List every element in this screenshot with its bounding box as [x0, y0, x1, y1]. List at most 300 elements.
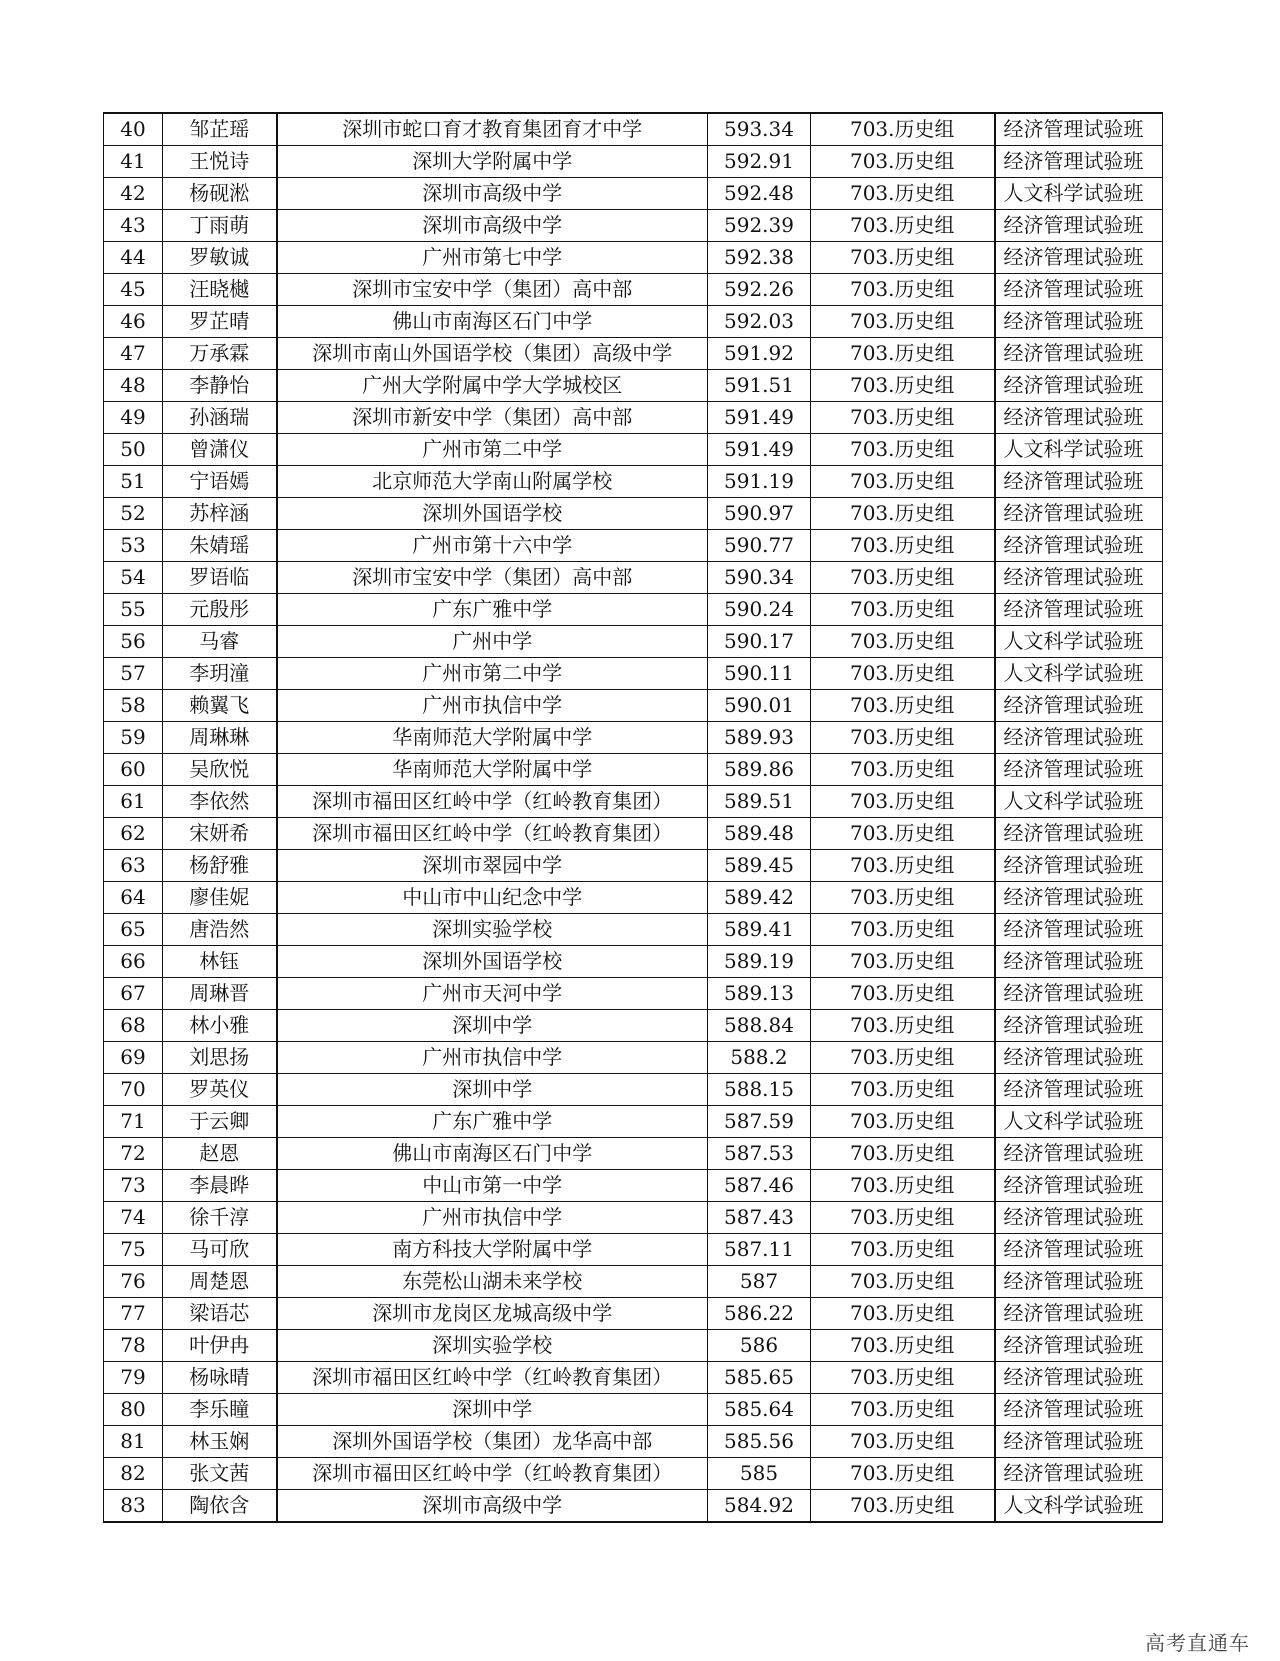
subject-group-cell: 703.历史组 [811, 1042, 995, 1074]
score-cell: 587 [708, 1266, 811, 1298]
subject-group-cell: 703.历史组 [811, 434, 995, 466]
score-cell: 590.17 [708, 626, 811, 658]
school-cell: 深圳市翠园中学 [277, 850, 708, 882]
subject-group-cell: 703.历史组 [811, 498, 995, 530]
program-cell: 经济管理试验班 [995, 1010, 1163, 1042]
program-cell: 经济管理试验班 [995, 1458, 1163, 1490]
student-name-cell: 罗语临 [163, 562, 277, 594]
school-cell: 广州市执信中学 [277, 1202, 708, 1234]
score-cell: 589.86 [708, 754, 811, 786]
subject-group-cell: 703.历史组 [811, 562, 995, 594]
program-cell: 经济管理试验班 [995, 146, 1163, 178]
score-cell: 592.26 [708, 274, 811, 306]
rank-cell: 46 [104, 306, 163, 338]
table-row [104, 434, 1163, 466]
program-cell: 人文科学试验班 [995, 658, 1163, 690]
score-cell: 589.51 [708, 786, 811, 818]
table-row [104, 1426, 1163, 1458]
student-name-cell: 万承霖 [163, 338, 277, 370]
program-cell: 经济管理试验班 [995, 562, 1163, 594]
student-name-cell: 赵恩 [163, 1138, 277, 1170]
school-cell: 深圳市高级中学 [277, 210, 708, 242]
program-cell: 经济管理试验班 [995, 946, 1163, 978]
program-cell: 经济管理试验班 [995, 530, 1163, 562]
subject-group-cell: 703.历史组 [811, 978, 995, 1010]
student-name-cell: 廖佳妮 [163, 882, 277, 914]
score-cell: 589.93 [708, 722, 811, 754]
score-cell: 591.49 [708, 402, 811, 434]
school-cell: 华南师范大学附属中学 [277, 722, 708, 754]
student-name-cell: 周楚恩 [163, 1266, 277, 1298]
rank-cell: 51 [104, 466, 163, 498]
score-cell: 592.91 [708, 146, 811, 178]
student-name-cell: 马可欣 [163, 1234, 277, 1266]
subject-group-cell: 703.历史组 [811, 1426, 995, 1458]
school-cell: 深圳市蛇口育才教育集团育才中学 [277, 113, 708, 146]
subject-group-cell: 703.历史组 [811, 914, 995, 946]
school-cell: 广州大学附属中学大学城校区 [277, 370, 708, 402]
program-cell: 经济管理试验班 [995, 1202, 1163, 1234]
student-name-cell: 汪晓樾 [163, 274, 277, 306]
table-row [104, 562, 1163, 594]
school-cell: 广州市第十六中学 [277, 530, 708, 562]
subject-group-cell: 703.历史组 [811, 1394, 995, 1426]
score-cell: 587.53 [708, 1138, 811, 1170]
subject-group-cell: 703.历史组 [811, 1458, 995, 1490]
school-cell: 深圳外国语学校（集团）龙华高中部 [277, 1426, 708, 1458]
rank-cell: 71 [104, 1106, 163, 1138]
school-cell: 广州市第二中学 [277, 434, 708, 466]
program-cell: 经济管理试验班 [995, 498, 1163, 530]
score-cell: 585.56 [708, 1426, 811, 1458]
subject-group-cell: 703.历史组 [811, 946, 995, 978]
program-cell: 经济管理试验班 [995, 1362, 1163, 1394]
rank-cell: 72 [104, 1138, 163, 1170]
subject-group-cell: 703.历史组 [811, 306, 995, 338]
school-cell: 深圳中学 [277, 1074, 708, 1106]
program-cell: 经济管理试验班 [995, 1330, 1163, 1362]
student-name-cell: 李静怡 [163, 370, 277, 402]
student-name-cell: 罗英仪 [163, 1074, 277, 1106]
student-name-cell: 罗芷晴 [163, 306, 277, 338]
rank-cell: 42 [104, 178, 163, 210]
score-cell: 592.03 [708, 306, 811, 338]
score-cell: 588.2 [708, 1042, 811, 1074]
subject-group-cell: 703.历史组 [811, 338, 995, 370]
table-row [104, 146, 1163, 178]
rank-cell: 47 [104, 338, 163, 370]
table-row [104, 1266, 1163, 1298]
student-name-cell: 于云卿 [163, 1106, 277, 1138]
subject-group-cell: 703.历史组 [811, 882, 995, 914]
rank-cell: 61 [104, 786, 163, 818]
table-row [104, 466, 1163, 498]
score-cell: 590.11 [708, 658, 811, 690]
score-cell: 593.34 [708, 113, 811, 146]
student-name-cell: 唐浩然 [163, 914, 277, 946]
score-cell: 591.19 [708, 466, 811, 498]
subject-group-cell: 703.历史组 [811, 754, 995, 786]
subject-group-cell: 703.历史组 [811, 1234, 995, 1266]
student-name-cell: 李晨晔 [163, 1170, 277, 1202]
table-row [104, 530, 1163, 562]
school-cell: 广州市第二中学 [277, 658, 708, 690]
subject-group-cell: 703.历史组 [811, 1266, 995, 1298]
student-name-cell: 孙涵瑞 [163, 402, 277, 434]
subject-group-cell: 703.历史组 [811, 1138, 995, 1170]
school-cell: 深圳市福田区红岭中学（红岭教育集团） [277, 818, 708, 850]
rank-cell: 60 [104, 754, 163, 786]
rank-cell: 81 [104, 1426, 163, 1458]
school-cell: 广州市天河中学 [277, 978, 708, 1010]
school-cell: 中山市中山纪念中学 [277, 882, 708, 914]
subject-group-cell: 703.历史组 [811, 1362, 995, 1394]
rank-cell: 80 [104, 1394, 163, 1426]
subject-group-cell: 703.历史组 [811, 1106, 995, 1138]
student-name-cell: 徐千淳 [163, 1202, 277, 1234]
school-cell: 深圳市福田区红岭中学（红岭教育集团） [277, 1458, 708, 1490]
program-cell: 经济管理试验班 [995, 690, 1163, 722]
score-cell: 589.19 [708, 946, 811, 978]
rank-cell: 45 [104, 274, 163, 306]
table-row [104, 1202, 1163, 1234]
rank-cell: 53 [104, 530, 163, 562]
rank-cell: 57 [104, 658, 163, 690]
school-cell: 华南师范大学附属中学 [277, 754, 708, 786]
subject-group-cell: 703.历史组 [811, 466, 995, 498]
school-cell: 深圳市福田区红岭中学（红岭教育集团） [277, 1362, 708, 1394]
score-cell: 587.43 [708, 1202, 811, 1234]
score-cell: 586.22 [708, 1298, 811, 1330]
school-cell: 南方科技大学附属中学 [277, 1234, 708, 1266]
school-cell: 深圳市宝安中学（集团）高中部 [277, 274, 708, 306]
program-cell: 人文科学试验班 [995, 626, 1163, 658]
rank-cell: 43 [104, 210, 163, 242]
score-cell: 588.15 [708, 1074, 811, 1106]
student-name-cell: 李玥潼 [163, 658, 277, 690]
rank-cell: 52 [104, 498, 163, 530]
student-name-cell: 丁雨萌 [163, 210, 277, 242]
table-row [104, 498, 1163, 530]
student-name-cell: 叶伊冉 [163, 1330, 277, 1362]
student-name-cell: 吴欣悦 [163, 754, 277, 786]
program-cell: 人文科学试验班 [995, 786, 1163, 818]
score-cell: 589.48 [708, 818, 811, 850]
rank-cell: 40 [104, 113, 163, 146]
program-cell: 经济管理试验班 [995, 1298, 1163, 1330]
subject-group-cell: 703.历史组 [811, 1074, 995, 1106]
table-row [104, 1234, 1163, 1266]
score-cell: 592.39 [708, 210, 811, 242]
program-cell: 人文科学试验班 [995, 178, 1163, 210]
program-cell: 经济管理试验班 [995, 882, 1163, 914]
score-cell: 584.92 [708, 1490, 811, 1523]
table-row [104, 1042, 1163, 1074]
school-cell: 深圳市宝安中学（集团）高中部 [277, 562, 708, 594]
table-row [104, 594, 1163, 626]
rank-cell: 73 [104, 1170, 163, 1202]
program-cell: 经济管理试验班 [995, 978, 1163, 1010]
school-cell: 广州中学 [277, 626, 708, 658]
program-cell: 经济管理试验班 [995, 754, 1163, 786]
score-cell: 585.64 [708, 1394, 811, 1426]
table-row [104, 882, 1163, 914]
table-body [104, 113, 1163, 1522]
table-row [104, 978, 1163, 1010]
school-cell: 广州市执信中学 [277, 1042, 708, 1074]
school-cell: 深圳外国语学校 [277, 498, 708, 530]
program-cell: 人文科学试验班 [995, 434, 1163, 466]
program-cell: 人文科学试验班 [995, 1106, 1163, 1138]
subject-group-cell: 703.历史组 [811, 210, 995, 242]
table-row [104, 178, 1163, 210]
student-name-cell: 苏梓涵 [163, 498, 277, 530]
score-cell: 589.13 [708, 978, 811, 1010]
student-name-cell: 杨咏晴 [163, 1362, 277, 1394]
table-row [104, 1330, 1163, 1362]
score-cell: 590.77 [708, 530, 811, 562]
program-cell: 人文科学试验班 [995, 1490, 1163, 1523]
student-name-cell: 马睿 [163, 626, 277, 658]
subject-group-cell: 703.历史组 [811, 626, 995, 658]
table-row [104, 210, 1163, 242]
program-cell: 经济管理试验班 [995, 850, 1163, 882]
score-cell: 589.41 [708, 914, 811, 946]
score-cell: 589.45 [708, 850, 811, 882]
table-row [104, 1074, 1163, 1106]
school-cell: 深圳中学 [277, 1010, 708, 1042]
admission-list [103, 112, 1162, 1523]
table-row [104, 1298, 1163, 1330]
subject-group-cell: 703.历史组 [811, 370, 995, 402]
table-row [104, 1106, 1163, 1138]
rank-cell: 50 [104, 434, 163, 466]
table-row [104, 1458, 1163, 1490]
subject-group-cell: 703.历史组 [811, 274, 995, 306]
table-row [104, 626, 1163, 658]
score-cell: 587.11 [708, 1234, 811, 1266]
table-row [104, 370, 1163, 402]
table-row [104, 1138, 1163, 1170]
rank-cell: 79 [104, 1362, 163, 1394]
subject-group-cell: 703.历史组 [811, 1010, 995, 1042]
school-cell: 深圳中学 [277, 1394, 708, 1426]
rank-cell: 78 [104, 1330, 163, 1362]
school-cell: 深圳市龙岗区龙城高级中学 [277, 1298, 708, 1330]
student-name-cell: 林小雅 [163, 1010, 277, 1042]
subject-group-cell: 703.历史组 [811, 178, 995, 210]
table-row [104, 818, 1163, 850]
rank-cell: 58 [104, 690, 163, 722]
score-cell: 591.92 [708, 338, 811, 370]
rank-cell: 75 [104, 1234, 163, 1266]
subject-group-cell: 703.历史组 [811, 786, 995, 818]
rank-cell: 54 [104, 562, 163, 594]
program-cell: 经济管理试验班 [995, 1138, 1163, 1170]
subject-group-cell: 703.历史组 [811, 1170, 995, 1202]
school-cell: 深圳市高级中学 [277, 178, 708, 210]
rank-cell: 64 [104, 882, 163, 914]
program-cell: 经济管理试验班 [995, 594, 1163, 626]
program-cell: 经济管理试验班 [995, 1170, 1163, 1202]
program-cell: 经济管理试验班 [995, 370, 1163, 402]
program-cell: 经济管理试验班 [995, 210, 1163, 242]
rank-cell: 67 [104, 978, 163, 1010]
rank-cell: 69 [104, 1042, 163, 1074]
subject-group-cell: 703.历史组 [811, 658, 995, 690]
table-row [104, 786, 1163, 818]
score-cell: 588.84 [708, 1010, 811, 1042]
school-cell: 广东广雅中学 [277, 594, 708, 626]
watermark: 高考直通车 [1145, 1631, 1250, 1655]
school-cell: 深圳大学附属中学 [277, 146, 708, 178]
rank-cell: 55 [104, 594, 163, 626]
table-row [104, 754, 1163, 786]
rank-cell: 62 [104, 818, 163, 850]
program-cell: 经济管理试验班 [995, 113, 1163, 146]
table-row [104, 274, 1163, 306]
subject-group-cell: 703.历史组 [811, 1490, 995, 1523]
rank-cell: 74 [104, 1202, 163, 1234]
student-name-cell: 张文茜 [163, 1458, 277, 1490]
score-cell: 587.59 [708, 1106, 811, 1138]
score-cell: 590.34 [708, 562, 811, 594]
table-row [104, 402, 1163, 434]
rank-cell: 76 [104, 1266, 163, 1298]
school-cell: 广东广雅中学 [277, 1106, 708, 1138]
table-row [104, 113, 1163, 146]
student-name-cell: 林钰 [163, 946, 277, 978]
score-cell: 590.24 [708, 594, 811, 626]
school-cell: 深圳市新安中学（集团）高中部 [277, 402, 708, 434]
score-cell: 591.51 [708, 370, 811, 402]
school-cell: 中山市第一中学 [277, 1170, 708, 1202]
subject-group-cell: 703.历史组 [811, 722, 995, 754]
program-cell: 经济管理试验班 [995, 402, 1163, 434]
table-row [104, 850, 1163, 882]
table-row [104, 946, 1163, 978]
table-row [104, 1394, 1163, 1426]
school-cell: 佛山市南海区石门中学 [277, 306, 708, 338]
program-cell: 经济管理试验班 [995, 1074, 1163, 1106]
school-cell: 深圳实验学校 [277, 914, 708, 946]
table-row [104, 306, 1163, 338]
table-row [104, 658, 1163, 690]
school-cell: 深圳实验学校 [277, 1330, 708, 1362]
rank-cell: 70 [104, 1074, 163, 1106]
subject-group-cell: 703.历史组 [811, 690, 995, 722]
school-cell: 深圳市高级中学 [277, 1490, 708, 1523]
school-cell: 深圳外国语学校 [277, 946, 708, 978]
school-cell: 广州市第七中学 [277, 242, 708, 274]
program-cell: 经济管理试验班 [995, 722, 1163, 754]
program-cell: 经济管理试验班 [995, 818, 1163, 850]
program-cell: 经济管理试验班 [995, 1234, 1163, 1266]
score-cell: 591.49 [708, 434, 811, 466]
rank-cell: 63 [104, 850, 163, 882]
program-cell: 经济管理试验班 [995, 274, 1163, 306]
rank-cell: 77 [104, 1298, 163, 1330]
student-name-cell: 罗敏诚 [163, 242, 277, 274]
program-cell: 经济管理试验班 [995, 466, 1163, 498]
score-cell: 590.01 [708, 690, 811, 722]
school-cell: 北京师范大学南山附属学校 [277, 466, 708, 498]
program-cell: 经济管理试验班 [995, 914, 1163, 946]
score-cell: 585 [708, 1458, 811, 1490]
table-row [104, 242, 1163, 274]
score-cell: 592.38 [708, 242, 811, 274]
school-cell: 广州市执信中学 [277, 690, 708, 722]
table-row [104, 1490, 1163, 1523]
student-name-cell: 邹芷瑶 [163, 113, 277, 146]
student-name-cell: 朱婧瑶 [163, 530, 277, 562]
subject-group-cell: 703.历史组 [811, 1298, 995, 1330]
table-row [104, 1170, 1163, 1202]
school-cell: 东莞松山湖未来学校 [277, 1266, 708, 1298]
program-cell: 经济管理试验班 [995, 1394, 1163, 1426]
score-cell: 587.46 [708, 1170, 811, 1202]
rank-cell: 59 [104, 722, 163, 754]
student-name-cell: 周琳晋 [163, 978, 277, 1010]
student-name-cell: 宁语嫣 [163, 466, 277, 498]
subject-group-cell: 703.历史组 [811, 1202, 995, 1234]
table-row [104, 722, 1163, 754]
score-cell: 585.65 [708, 1362, 811, 1394]
rank-cell: 48 [104, 370, 163, 402]
program-cell: 经济管理试验班 [995, 338, 1163, 370]
score-cell: 592.48 [708, 178, 811, 210]
program-cell: 经济管理试验班 [995, 1266, 1163, 1298]
student-name-cell: 元殷彤 [163, 594, 277, 626]
rank-cell: 68 [104, 1010, 163, 1042]
subject-group-cell: 703.历史组 [811, 818, 995, 850]
subject-group-cell: 703.历史组 [811, 402, 995, 434]
student-name-cell: 李乐瞳 [163, 1394, 277, 1426]
score-cell: 589.42 [708, 882, 811, 914]
subject-group-cell: 703.历史组 [811, 242, 995, 274]
table-row [104, 690, 1163, 722]
rank-cell: 44 [104, 242, 163, 274]
student-name-cell: 刘思扬 [163, 1042, 277, 1074]
student-name-cell: 曾潇仪 [163, 434, 277, 466]
rank-cell: 66 [104, 946, 163, 978]
rank-cell: 82 [104, 1458, 163, 1490]
table-row [104, 914, 1163, 946]
student-name-cell: 陶依含 [163, 1490, 277, 1523]
subject-group-cell: 703.历史组 [811, 146, 995, 178]
program-cell: 经济管理试验班 [995, 242, 1163, 274]
student-name-cell: 周琳琳 [163, 722, 277, 754]
program-cell: 经济管理试验班 [995, 306, 1163, 338]
student-name-cell: 林玉娴 [163, 1426, 277, 1458]
table-row [104, 1362, 1163, 1394]
student-name-cell: 梁语芯 [163, 1298, 277, 1330]
rank-cell: 83 [104, 1490, 163, 1523]
score-cell: 590.97 [708, 498, 811, 530]
rank-cell: 49 [104, 402, 163, 434]
subject-group-cell: 703.历史组 [811, 594, 995, 626]
table-row [104, 338, 1163, 370]
subject-group-cell: 703.历史组 [811, 530, 995, 562]
school-cell: 佛山市南海区石门中学 [277, 1138, 708, 1170]
table-row [104, 1010, 1163, 1042]
rank-cell: 41 [104, 146, 163, 178]
student-name-cell: 宋妍希 [163, 818, 277, 850]
student-name-cell: 李依然 [163, 786, 277, 818]
school-cell: 深圳市南山外国语学校（集团）高级中学 [277, 338, 708, 370]
program-cell: 经济管理试验班 [995, 1042, 1163, 1074]
score-cell: 586 [708, 1330, 811, 1362]
